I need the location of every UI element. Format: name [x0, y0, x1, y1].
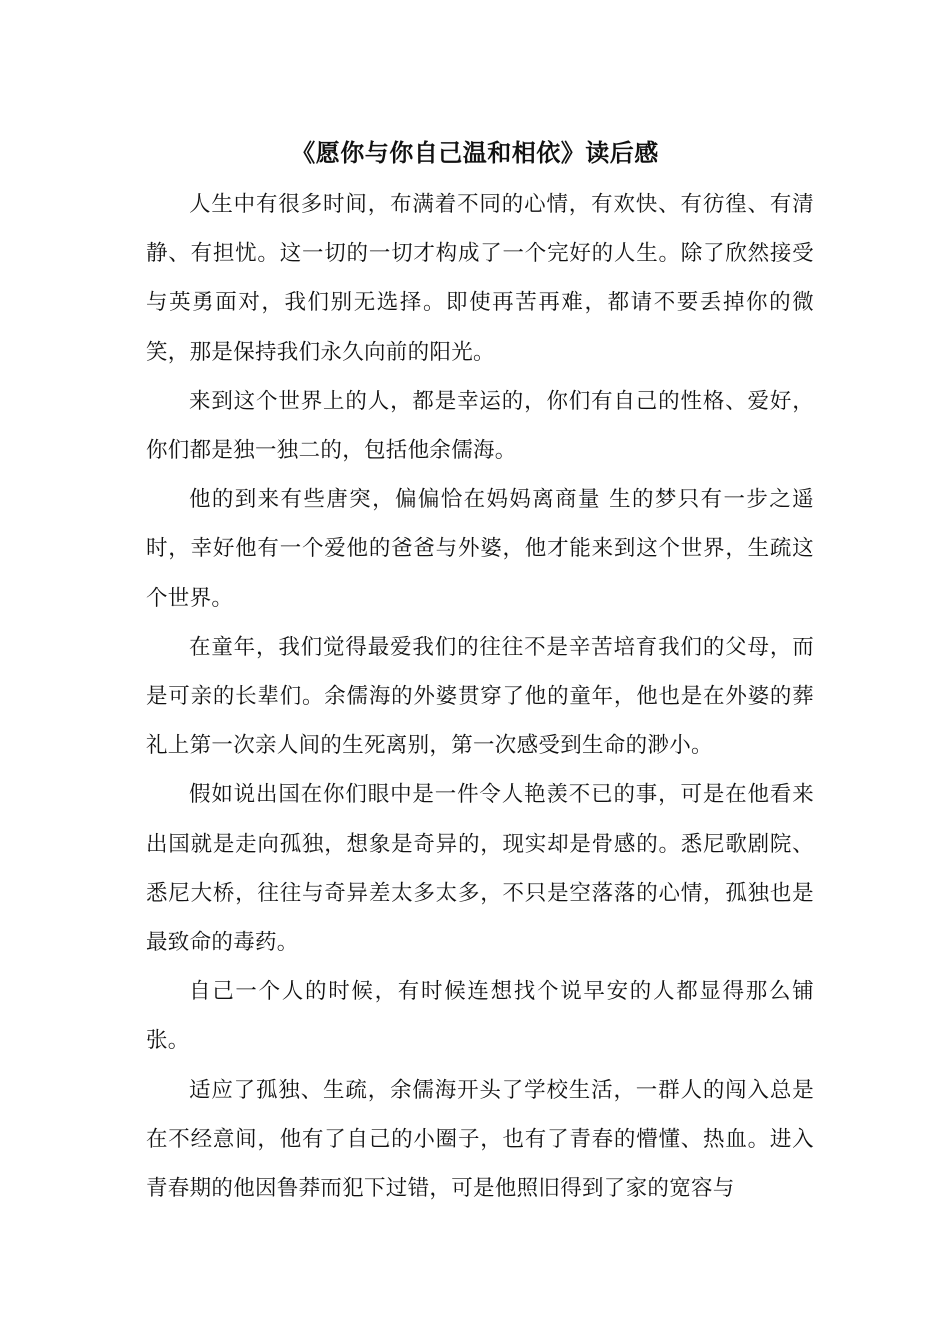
document-title: 《愿你与你自己温和相依》读后感 [291, 139, 659, 167]
paragraph-5: 假如说出国在你们眼中是一件令人艳羡不已的事，可是在他看来出国就是走向孤独，想象是奇异的，现实却是骨感的。悉尼歌剧院、悉尼大桥，往往与奇异差太多太多，不只是空落落的心情，孤独也是最致命的毒药。 [146, 782, 814, 956]
paragraph-2: 来到这个世界上的人，都是幸运的，你们有自己的性格、爱好，你们都是独一独二的，包括他余儒海。 [146, 388, 814, 464]
document-body [146, 180, 814, 1213]
paragraph-1: 人生中有很多时间，布满着不同的心情，有欢快、有彷徨、有清静、有担忧。这一切的一切才构成了一个完好的人生。除了欣然接受与英勇面对，我们别无选择。即使再苦再难，都请不要丢掉你的微笑，那是保持我们永久向前的阳光。 [146, 192, 814, 365]
paragraph-4: 在童年，我们觉得最爱我们的往往不是辛苦培育我们的父母，而是可亲的长辈们。余儒海的外婆贯穿了他的童年，他也是在外婆的葬礼上第一次亲人间的生死离别，第一次感受到生命的渺小。 [146, 634, 814, 759]
paragraph-3: 他的到来有些唐突，偏偏恰在妈妈离商量 生的梦只有一步之遥时，幸好他有一个爱他的爸爸与外婆，他才能来到这个世界，生疏这个世界。 [146, 487, 814, 611]
paragraph-6: 自己一个人的时候，有时候连想找个说早安的人都显得那么铺张。 [146, 979, 814, 1054]
paragraph-7: 适应了孤独、生疏，余儒海开头了学校生活，一群人的闯入总是在不经意间，他有了自己的小圈子，也有了青春的懵懂、热血。进入青春期的他因鲁莽而犯下过错，可是他照旧得到了家的宽容与 [146, 1077, 814, 1202]
